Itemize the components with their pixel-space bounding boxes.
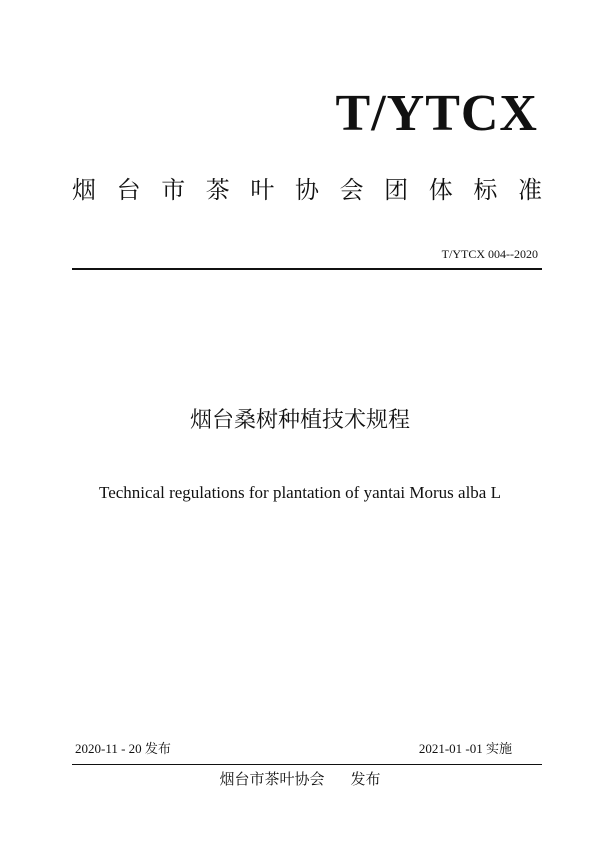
standard-type-heading — [72, 178, 542, 202]
standard-type-char: 协 — [294, 176, 319, 204]
standard-type-char: 会 — [339, 176, 364, 204]
standard-type-char: 叶 — [250, 176, 275, 204]
publish-date: 2020-11 - 20 发布 — [75, 741, 171, 756]
effective-date: 2021-01 -01 实施 — [418, 741, 512, 756]
document-title-english: Technical regulations for plantation of yantai Morus alba L — [99, 483, 501, 502]
document-title-chinese: 烟台桑树种植技术规程 — [189, 408, 410, 433]
standard-type-char: 市 — [161, 176, 186, 204]
standard-type-char: 茶 — [205, 176, 230, 204]
standard-type-char: 台 — [116, 176, 141, 204]
standard-code: T/YTCX — [335, 85, 538, 142]
publisher-action: 发布 — [350, 770, 381, 788]
standard-type-char: 标 — [473, 176, 498, 204]
publisher-line — [0, 772, 600, 787]
header-divider — [72, 268, 542, 270]
standard-type-char: 团 — [384, 176, 409, 204]
standard-number: T/YTCX 004--2020 — [441, 247, 538, 261]
standard-type-char: 烟 — [72, 176, 96, 204]
standard-type-char: 准 — [517, 176, 542, 204]
publisher-name: 烟台市茶叶协会 — [219, 770, 325, 788]
standard-type-char: 体 — [428, 176, 453, 204]
footer-divider — [72, 764, 542, 765]
